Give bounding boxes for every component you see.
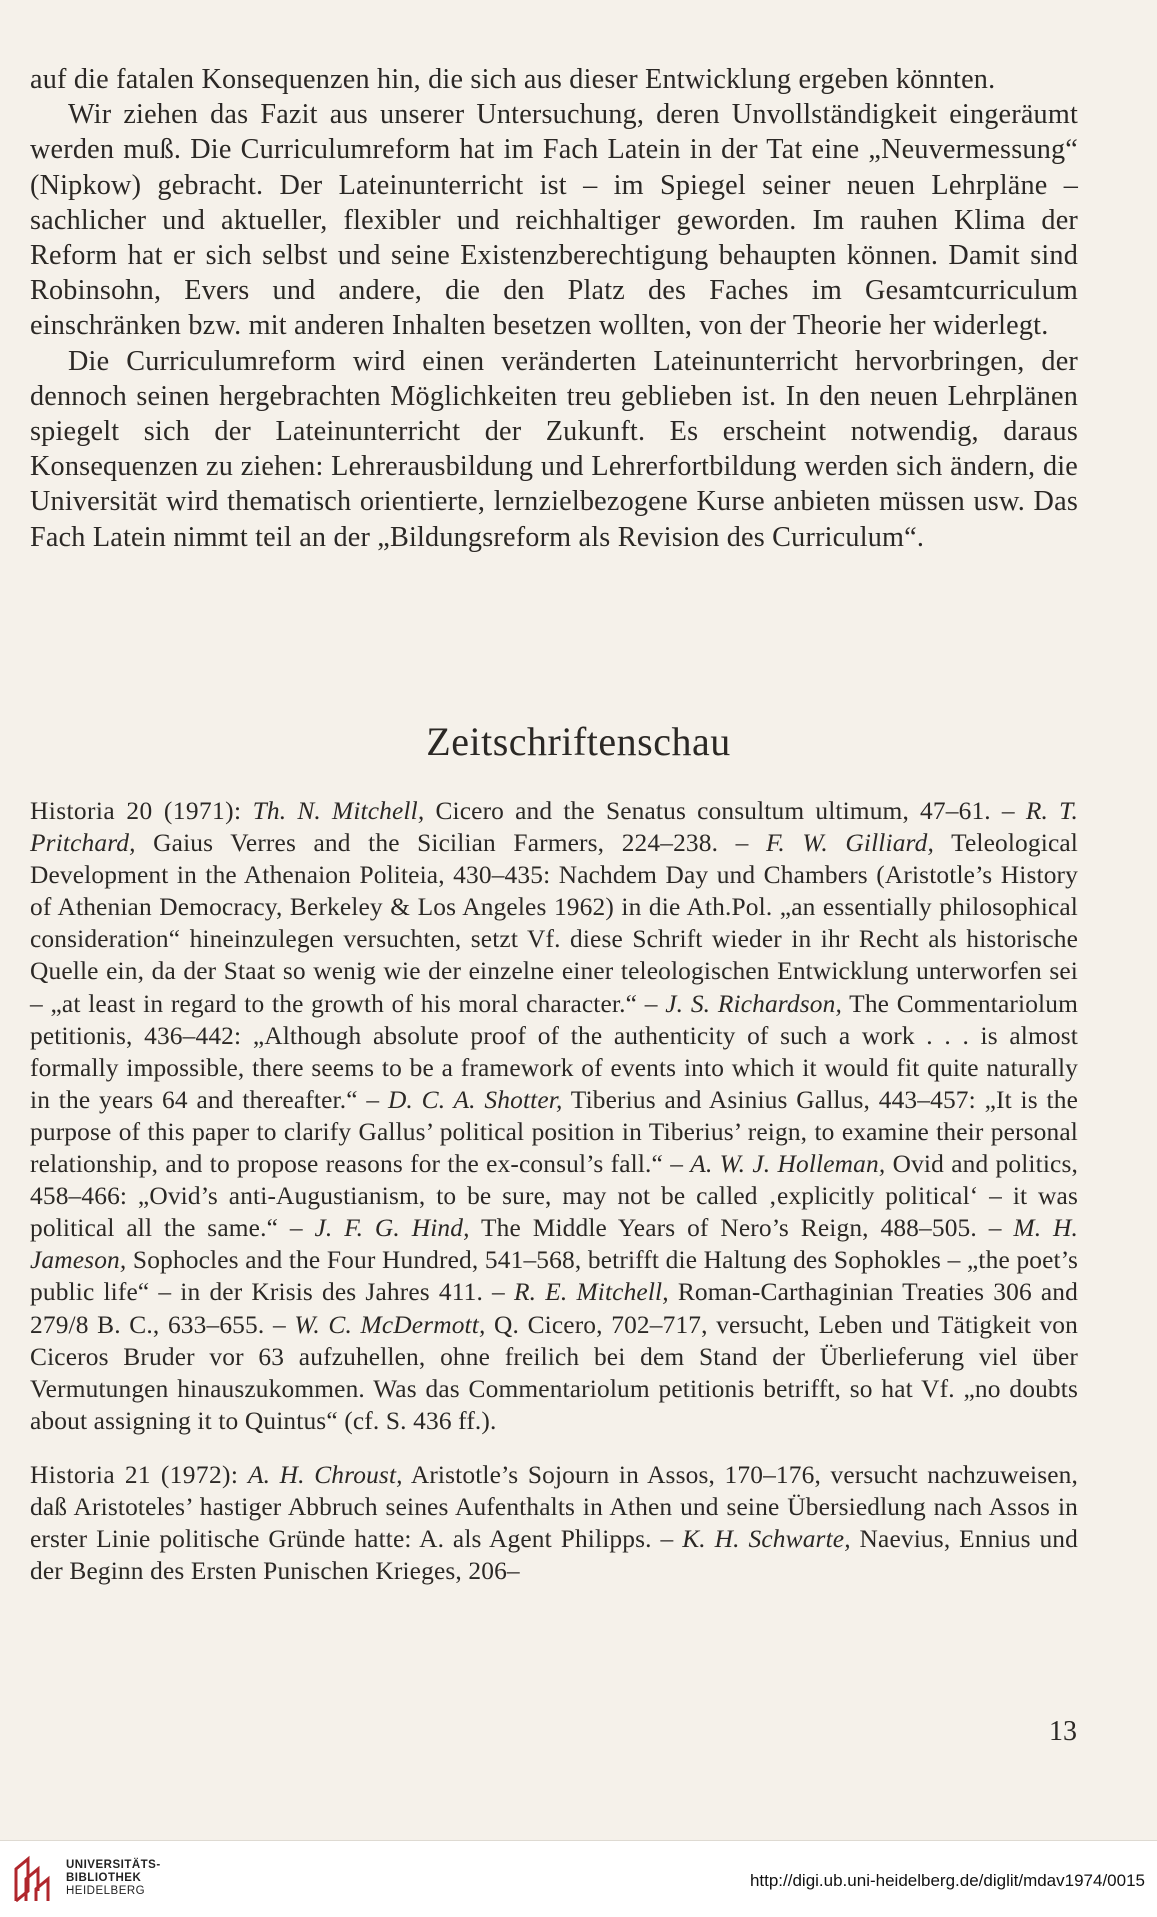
article-text: Teleological Development in the Athenaion Politeia, 430–435: Nachdem Day und Chambers (Aristotle’s History of Athenian Democracy, Berkeley & Los Angeles 1962) in die Ath.Pol. „an essentially philosophical consideration“ hineinzulegen versuchten, setzt Vf. diese Schrift wieder in ihr Recht als historische Quelle ein, da der Staat so wenig wie der einzelne einer teleologischen Entwicklung unterworfen sei – „at least in regard to the growth of his moral character.“ – [30, 829, 1078, 1018]
article-text: Naevius, Ennius und der Beginn des Ersten Punischen Krieges, 206– [30, 1525, 1078, 1586]
author-name: M. H. Jameson, [30, 1214, 1078, 1275]
author-name: A. H. Chroust, [247, 1460, 403, 1489]
author-name: K. H. Schwarte, [682, 1525, 851, 1554]
section-heading: Zeitschriftenschau [426, 719, 731, 764]
author-name: A. W. J. Holleman, [690, 1150, 886, 1179]
journal-title: Historia 20 (1971): [30, 797, 242, 825]
paragraph-3: Die Curriculumreform wird einen veränderten Lateinunterricht hervorbringen, der dennoch seinen hergebrachten Möglichkeiten treu geblieben ist. In den neuen Lehrplänen spiegelt sich der Lateinunterricht der Zukunft. Es erscheint notwendig, daraus Konsequenzen zu ziehen: Lehrerausbildung und Lehrerfortbildung werden sich ändern, die Universität wird thematisch orientierte, lernzielbezogene Kurse anbieten müssen usw. Das Fach Latein nimmt teil an der „Bildungsreform als Revision des Curriculum“. [30, 345, 1078, 553]
author-name: Th. N. Mitchell, [252, 797, 425, 825]
author-name: W. C. McDermott, [294, 1310, 486, 1339]
library-logo-icon [12, 1855, 56, 1903]
journal-review [30, 795, 1078, 1609]
article-text: Aristotle’s Sojourn in Assos, 170–176, versucht nachzuweisen, daß Aristoteles’ hastiger Abbruch seines Aufenthalts in Athen und seine Übersiedlung nach Assos in erster Linie politische Gründe hatte: A. als Agent Philipps. – [30, 1460, 1079, 1554]
article-text: Cicero and the Senatus consultum ultimum, 47–61. – [424, 797, 1026, 825]
journal-title: Historia 21 (1972): [30, 1460, 239, 1489]
article-text: Tiberius and Asinius Gallus, 443–457: „It is the purpose of this paper to clarify Gallus’ political position in Tiberius’ reign, to examine their personal relationship, and to propose reasons for the ex-consul’s fall.“ – [30, 1085, 1079, 1179]
paragraph-2: Wir ziehen das Fazit aus unserer Untersuchung, deren Unvollständigkeit eingeräumt werden muß. Die Curriculumreform hat im Fach Latein in der Tat eine „Neuvermessung“ (Nipkow) gebracht. Der Lateinunterricht ist – im Spiegel seiner neuen Lehrpläne – sachlicher und aktueller, flexibler und reichhaltiger geworden. Im rauhen Klima der Reform hat er sich selbst und seine Existenzberechtigung behaupten können. Damit sind Robinsohn, Evers und andere, die den Platz des Faches im Gesamtcurriculum einschränken bzw. mit anderen Inhalten besetzen wollten, von der Theorie her widerlegt. [30, 99, 1078, 342]
article-text: Q. Cicero, 702–717, versucht, Leben und Tätigkeit von Ciceros Bruder vor 63 aufzuhellen, ohne freilich bei dem Stand der Überlieferung viel über Vermutungen hinauszukommen. Was das Commentariolum petitionis betrifft, so hat Vf. „no doubts about assigning it to Quintus“ (cf. S. 436 ff.). [30, 1310, 1078, 1435]
body-text [30, 62, 1078, 555]
source-url[interactable]: http://digi.ub.uni-heidelberg.de/diglit/mdav1974/0015 [749, 1871, 1145, 1890]
article-text: Roman-Carthaginian Treaties 306 and 279/8 B. C., 633–655. – [30, 1278, 1078, 1339]
author-name: J. S. Richardson, [665, 989, 842, 1018]
historia-20-entry [30, 795, 1078, 1437]
author-name: D. C. A. Shotter, [387, 1085, 563, 1114]
article-text: Gaius Verres and the Sicilian Farmers, 224–238. – [135, 829, 767, 858]
article-text: Ovid and politics, 458–466: „Ovid’s anti-Augustianism, to be sure, may not be called ‚explicitly political‘ – it was political all the same.“ – [30, 1150, 1078, 1243]
article-text: Sophocles and the Four Hundred, 541–568, betrifft die Haltung des Sophokles – „the poet’s public life“ – in der Krisis des Jahres 411. – [30, 1246, 1078, 1307]
page-number: 13 [1049, 1716, 1077, 1747]
historia-21-entry [30, 1459, 1078, 1587]
author-name: F. W. Gilliard, [766, 829, 934, 858]
library-name: UNIVERSITÄTS- BIBLIOTHEK HEIDELBERG [66, 1859, 161, 1897]
article-text: The Middle Years of Nero’s Reign, 488–505. – [469, 1214, 1014, 1243]
article-text: The Commentariolum petitionis, 436–442: „Although absolute proof of the authenticity of such a work . . . is almost formally impossible, there seems to be a framework of events into which it would fit quite naturally in the years 64 and thereafter.“ – [30, 989, 1078, 1114]
paragraph-1: auf die fatalen Konsequenzen hin, die sich aus dieser Entwicklung ergeben könnten. [30, 64, 996, 95]
author-name: J. F. G. Hind, [314, 1214, 470, 1243]
author-name: R. E. Mitchell, [513, 1278, 669, 1307]
author-name: R. T. Pritchard, [30, 797, 1079, 858]
footer-bar [0, 1840, 1157, 1917]
